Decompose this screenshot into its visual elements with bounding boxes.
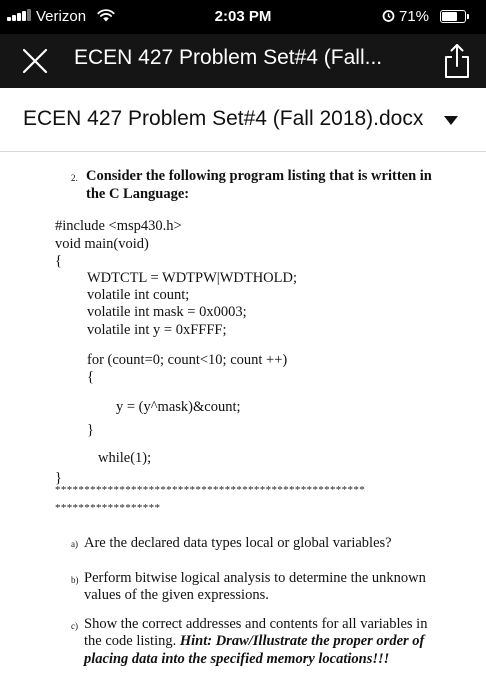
hint-text-line1: Draw/Illustrate the proper order of [215,633,425,649]
item-c-plain: the code listing. [84,633,177,649]
battery-icon [440,10,466,23]
question-number: 2. [71,173,78,183]
code-include: #include <msp430.h> [55,218,182,234]
battery-tip [467,14,469,19]
item-b-marker: b) [71,575,79,585]
nav-title: ECEN 427 Problem Set#4 (Fall... [74,46,383,69]
clock: 2:03 PM [214,8,272,25]
item-c-marker: c) [71,621,78,631]
item-b-text-line2: values of the given expressions. [84,587,269,603]
nav-bar [0,34,486,88]
code-mask-decl: volatile int mask = 0x0003; [87,304,247,320]
code-open-brace: { [55,253,62,269]
code-while: while(1); [98,450,152,466]
file-title[interactable]: ECEN 427 Problem Set#4 (Fall 2018).docx [23,107,424,130]
status-bar [0,0,486,34]
item-a-text: Are the declared data types local or global variables? [84,535,392,551]
divider-stars: ***************************************************** [55,484,366,496]
caret-down-icon[interactable] [444,116,458,125]
code-close-brace: } [55,470,62,486]
code-loop-body: y = (y^mask)&count; [116,399,241,415]
share-icon[interactable] [442,42,472,80]
code-wdtctl: WDTCTL = WDTPW|WDTHOLD; [87,270,298,286]
hint-text-line2: placing data into the specified memory locations!!! [84,651,390,667]
code-count-decl: volatile int count; [87,287,190,303]
carrier-name: Verizon [36,8,87,25]
item-c-text-line2 [84,633,424,650]
alarm-icon [382,9,395,22]
code-y-decl: volatile int y = 0xFFFF; [87,322,227,338]
battery-fill [442,12,457,21]
battery-percent: 71% [399,8,430,25]
question-text-line2: the C Language: [86,186,190,202]
code-for-open: { [87,369,94,385]
code-main-decl: void main(void) [55,236,149,252]
code-for-close: } [87,422,94,438]
divider-stars: ****************** [55,502,161,514]
item-c-text-line1: Show the correct addresses and contents for all variables in [84,616,428,632]
item-a-marker: a) [71,539,78,549]
item-b-text-line1: Perform bitwise logical analysis to determine the unknown [84,570,426,586]
close-icon[interactable] [20,46,50,76]
code-for-loop: for (count=0; count<10; count ++) [87,352,288,368]
document-content [0,152,486,700]
question-text-line1: Consider the following program listing that is written in [86,168,432,184]
file-header[interactable] [0,88,486,152]
hint-label: Hint: [179,633,213,649]
